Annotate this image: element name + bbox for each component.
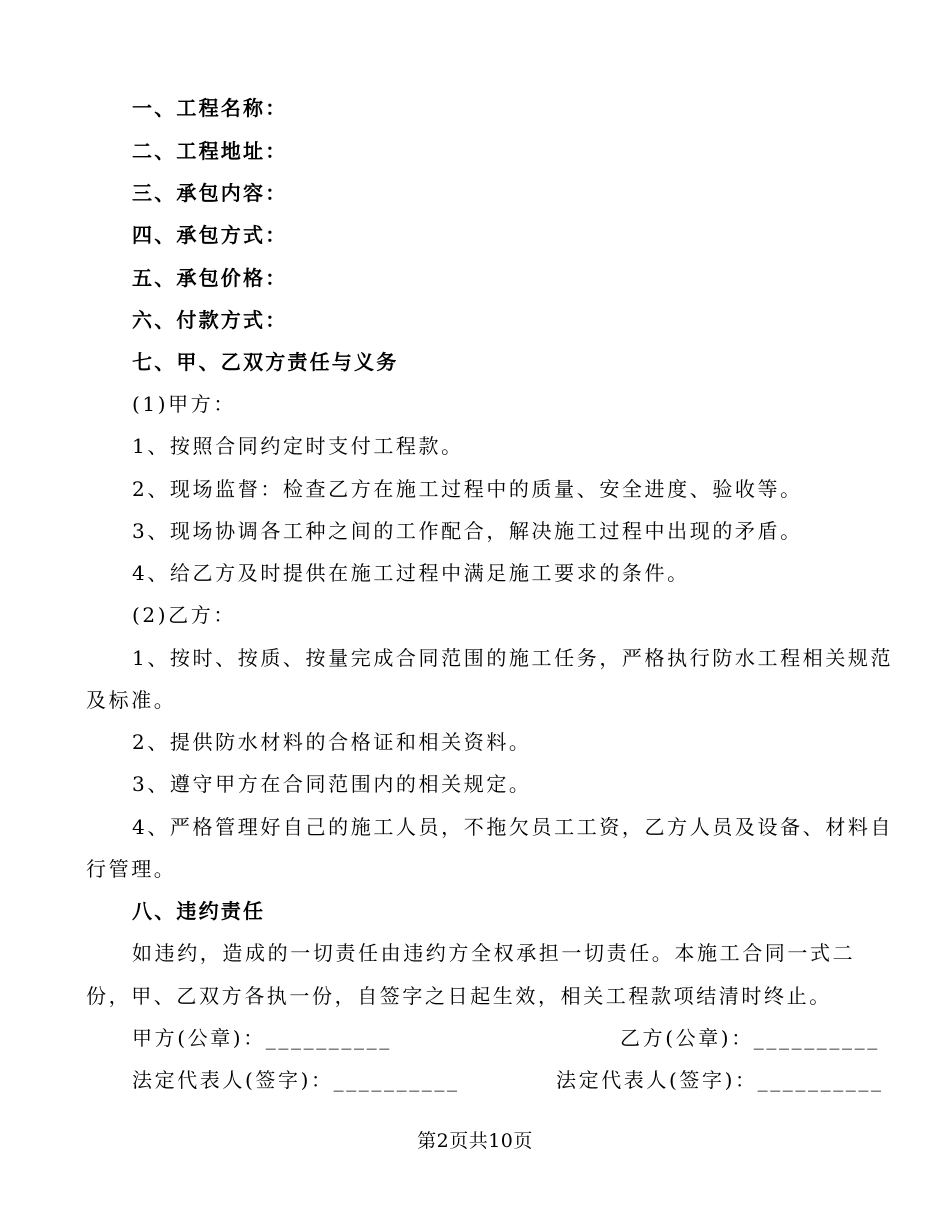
section-project-name: 一、工程名称： bbox=[132, 96, 288, 120]
breach-text-continuation: 份，甲、乙双方各执一份，自签字之日起生效，相关工程款项结清时终止。 bbox=[86, 984, 832, 1008]
section-project-address: 二、工程地址： bbox=[132, 139, 288, 163]
party-b-item: 2、提供防水材料的合格证和相关资料。 bbox=[132, 730, 532, 754]
section-contract-content: 三、承包内容： bbox=[132, 181, 288, 205]
party-a-representative-field: 法定代表人(签字)：__________ bbox=[132, 1068, 460, 1092]
section-payment-method: 六、付款方式： bbox=[132, 308, 288, 332]
party-b-item: 4、严格管理好自己的施工人员，不拖欠员工工资，乙方人员及设备、材料自 bbox=[132, 815, 894, 839]
party-a-item: 3、现场协调各工种之间的工作配合，解决施工过程中出现的矛盾。 bbox=[132, 519, 803, 543]
party-a-heading: (1)甲方： bbox=[132, 392, 236, 416]
party-b-item: 1、按时、按质、按量完成合同范围的施工任务，严格执行防水工程相关规范 bbox=[132, 646, 894, 670]
party-b-item: 3、遵守甲方在合同范围内的相关规定。 bbox=[132, 772, 532, 796]
section-breach: 八、违约责任 bbox=[132, 899, 266, 923]
party-b-item-continuation: 行管理。 bbox=[86, 857, 177, 881]
party-b-seal-field: 乙方(公章)：__________ bbox=[620, 1026, 880, 1050]
party-b-item-continuation: 及标准。 bbox=[86, 688, 177, 712]
party-b-representative-field: 法定代表人(签字)：__________ bbox=[556, 1068, 884, 1092]
page-number: 第2页共10页 bbox=[417, 1130, 533, 1152]
section-contract-method: 四、承包方式： bbox=[132, 223, 288, 247]
party-b-heading: (2)乙方： bbox=[132, 603, 236, 627]
party-a-item: 1、按照合同约定时支付工程款。 bbox=[132, 434, 464, 458]
party-a-item: 2、现场监督：检查乙方在施工过程中的质量、安全进度、验收等。 bbox=[132, 477, 803, 501]
section-responsibilities: 七、甲、乙双方责任与义务 bbox=[132, 350, 399, 374]
breach-text: 如违约，造成的一切责任由违约方全权承担一切责任。本施工合同一式二 bbox=[132, 941, 856, 965]
party-a-seal-field: 甲方(公章)：__________ bbox=[132, 1026, 392, 1050]
party-a-item: 4、给乙方及时提供在施工过程中满足施工要求的条件。 bbox=[132, 561, 690, 585]
section-contract-price: 五、承包价格： bbox=[132, 266, 288, 290]
